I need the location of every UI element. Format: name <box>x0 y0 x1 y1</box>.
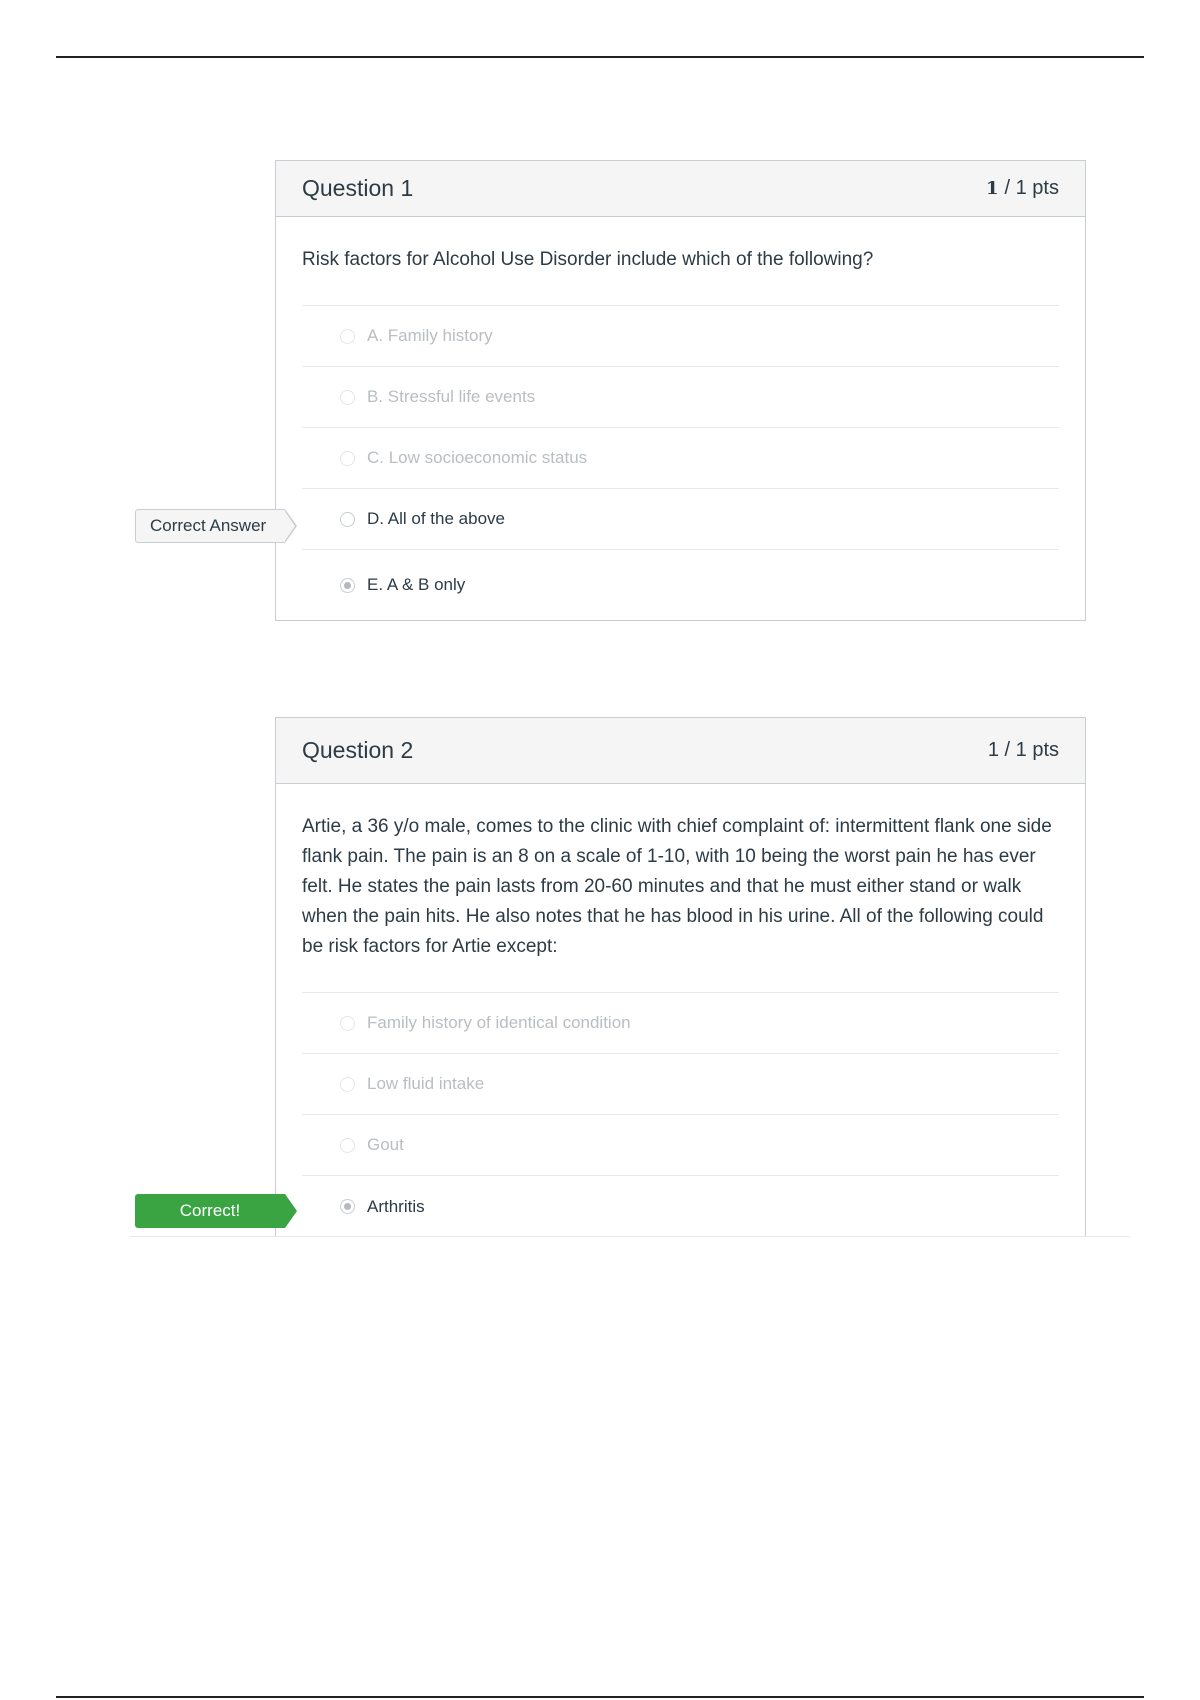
radio-button-icon[interactable] <box>340 451 355 466</box>
answer-option-d[interactable] <box>302 489 1059 550</box>
flag-arrow-icon <box>285 1194 297 1228</box>
answer-option-a[interactable] <box>302 306 1059 367</box>
radio-button-icon[interactable] <box>340 1016 355 1031</box>
answer-option-c[interactable] <box>302 428 1059 489</box>
answer-label: D. All of the above <box>367 509 505 528</box>
question-title: Question 1 <box>302 175 414 201</box>
radio-button-icon[interactable] <box>340 329 355 344</box>
radio-button-icon[interactable] <box>340 390 355 405</box>
answer-label: A. Family history <box>367 326 493 345</box>
radio-button-icon[interactable] <box>340 1138 355 1153</box>
question-header <box>276 161 1085 217</box>
answer-option-e[interactable] <box>302 550 1059 620</box>
radio-button-selected-icon[interactable] <box>340 1199 355 1214</box>
radio-button-icon[interactable] <box>340 1077 355 1092</box>
answer-label: Family history of identical condition <box>367 1013 631 1032</box>
answer-option-2[interactable] <box>302 1054 1059 1115</box>
radio-button-icon[interactable] <box>340 512 355 527</box>
correct-flag-label: Correct! <box>135 1194 285 1228</box>
question-score: 1 <box>985 178 999 199</box>
question-text: Artie, a 36 y/o male, comes to the clinic with chief complaint of: intermittent flank one side flank pain. The pain is an 8 on a scale of 1-10, with 10 being the worst pain he has ever felt. He states the pain lasts from 20-60 minutes and that he must either stand or walk when the pain hits. He also notes that he has blood in his urine. All of the following could be risk factors for Artie except: <box>302 784 1059 993</box>
question-points-total: / 1 pts <box>1004 177 1059 199</box>
flag-arrow-icon <box>285 509 297 543</box>
answer-label: Low fluid intake <box>367 1074 485 1093</box>
answer-option-4[interactable] <box>302 1176 1059 1237</box>
answer-option-3[interactable] <box>302 1115 1059 1176</box>
correct-flag <box>135 1194 297 1228</box>
screenshot-cut-line <box>130 1236 1130 1237</box>
question-2-card <box>275 717 1086 1237</box>
answer-label: C. Low socioeconomic status <box>367 448 588 467</box>
question-body <box>276 217 1085 620</box>
answer-label: B. Stressful life events <box>367 387 536 406</box>
question-points: 1 / 1 pts <box>987 739 1059 761</box>
correct-answer-flag-label: Correct Answer <box>135 509 285 543</box>
answer-option-1[interactable] <box>302 993 1059 1054</box>
answer-label: Gout <box>367 1135 404 1154</box>
question-points <box>986 177 1059 200</box>
correct-answer-flag <box>135 509 297 543</box>
answer-label: Arthritis <box>367 1196 425 1216</box>
question-header <box>276 718 1085 784</box>
question-text: Risk factors for Alcohol Use Disorder include which of the following? <box>302 217 1059 306</box>
page-bottom-rule <box>56 1696 1144 1698</box>
question-title: Question 2 <box>302 737 414 763</box>
question-1-card <box>275 160 1086 621</box>
radio-button-selected-icon[interactable] <box>340 578 355 593</box>
answer-option-b[interactable] <box>302 367 1059 428</box>
question-body <box>276 784 1085 1237</box>
answer-label: E. A & B only <box>367 575 466 594</box>
page-top-rule <box>56 56 1144 58</box>
